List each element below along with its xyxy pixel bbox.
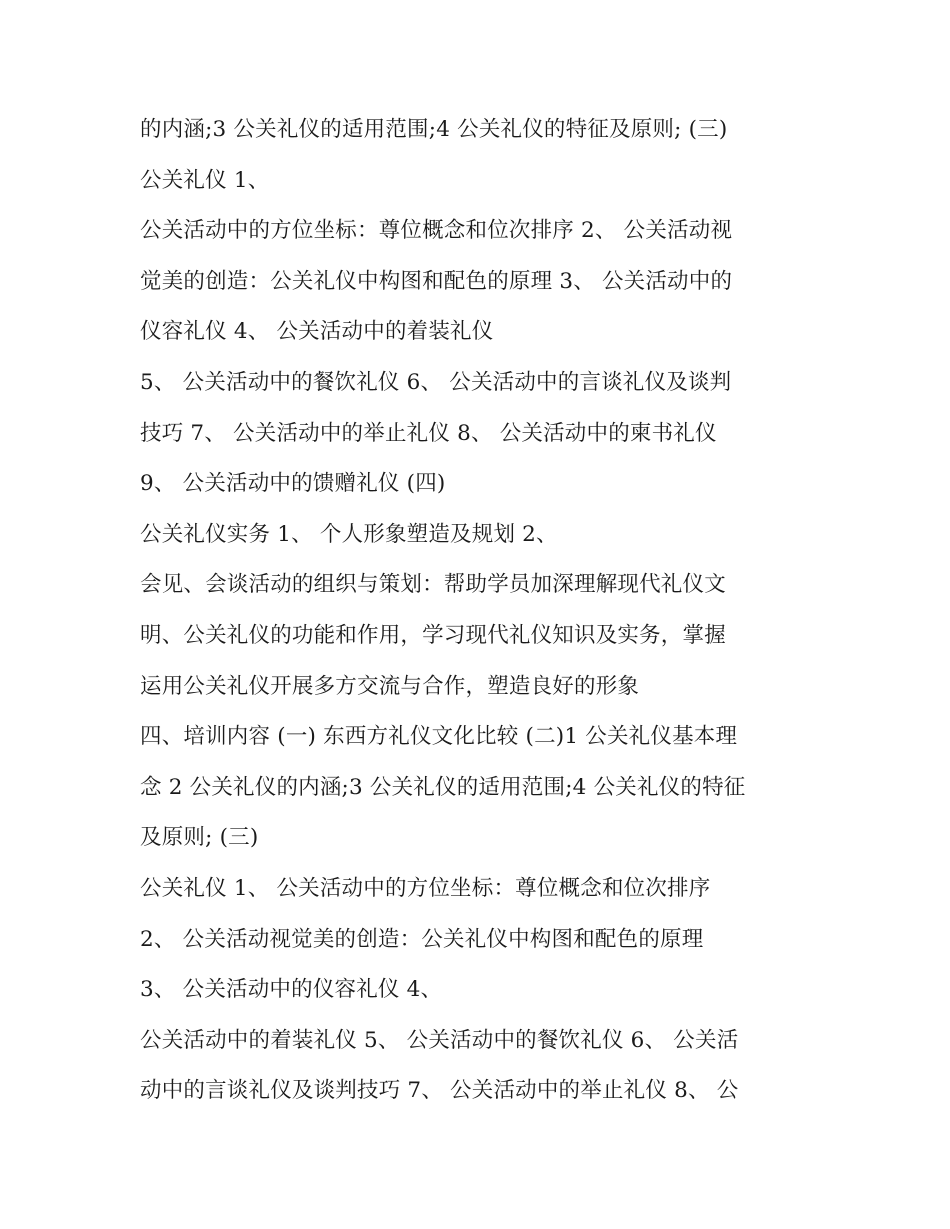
- text-line: 2、 公关活动视觉美的创造：公关礼仪中构图和配色的原理: [140, 926, 704, 952]
- text-line: 四、培训内容 (一) 东西方礼仪文化比较 (二)1 公关礼仪基本理: [140, 724, 738, 750]
- text-line: 及原则; (三): [140, 825, 259, 851]
- text-line: 公关活动中的着装礼仪 5、 公关活动中的餐饮礼仪 6、 公关活: [140, 1027, 739, 1053]
- text-line: 5、 公关活动中的餐饮礼仪 6、 公关活动中的言谈礼仪及谈判: [140, 369, 732, 395]
- text-line: 仪容礼仪 4、 公关活动中的着装礼仪: [140, 319, 494, 345]
- text-line: 动中的言谈礼仪及谈判技巧 7、 公关活动中的举止礼仪 8、 公: [140, 1078, 739, 1104]
- text-line: 技巧 7、 公关活动中的举止礼仪 8、 公关活动中的柬书礼仪: [140, 420, 717, 446]
- text-line: 明、公关礼仪的功能和作用，学习现代礼仪知识及实务，掌握: [140, 622, 726, 648]
- text-line: 公关礼仪实务 1、 个人形象塑造及规划 2、: [140, 521, 558, 547]
- text-line: 念 2 公关礼仪的内涵;3 公关礼仪的适用范围;4 公关礼仪的特征: [140, 774, 746, 800]
- text-line: 会见、会谈活动的组织与策划：帮助学员加深理解现代礼仪文: [140, 572, 726, 598]
- text-line: 公关礼仪 1、 公关活动中的方位坐标：尊位概念和位次排序: [140, 875, 711, 901]
- text-line: 9、 公关活动中的馈赠礼仪 (四): [140, 471, 446, 497]
- text-line: 公关活动中的方位坐标：尊位概念和位次排序 2、 公关活动视: [140, 218, 733, 244]
- document-body: [140, 105, 820, 1117]
- text-line: 觉美的创造：公关礼仪中构图和配色的原理 3、 公关活动中的: [140, 268, 733, 294]
- text-line: 运用公关礼仪开展多方交流与合作，塑造良好的形象: [140, 673, 640, 699]
- text-line: 公关礼仪 1、: [140, 167, 270, 193]
- text-line: 的内涵;3 公关礼仪的适用范围;4 公关礼仪的特征及原则; (三): [140, 117, 728, 142]
- text-line: 3、 公关活动中的仪容礼仪 4、: [140, 977, 443, 1003]
